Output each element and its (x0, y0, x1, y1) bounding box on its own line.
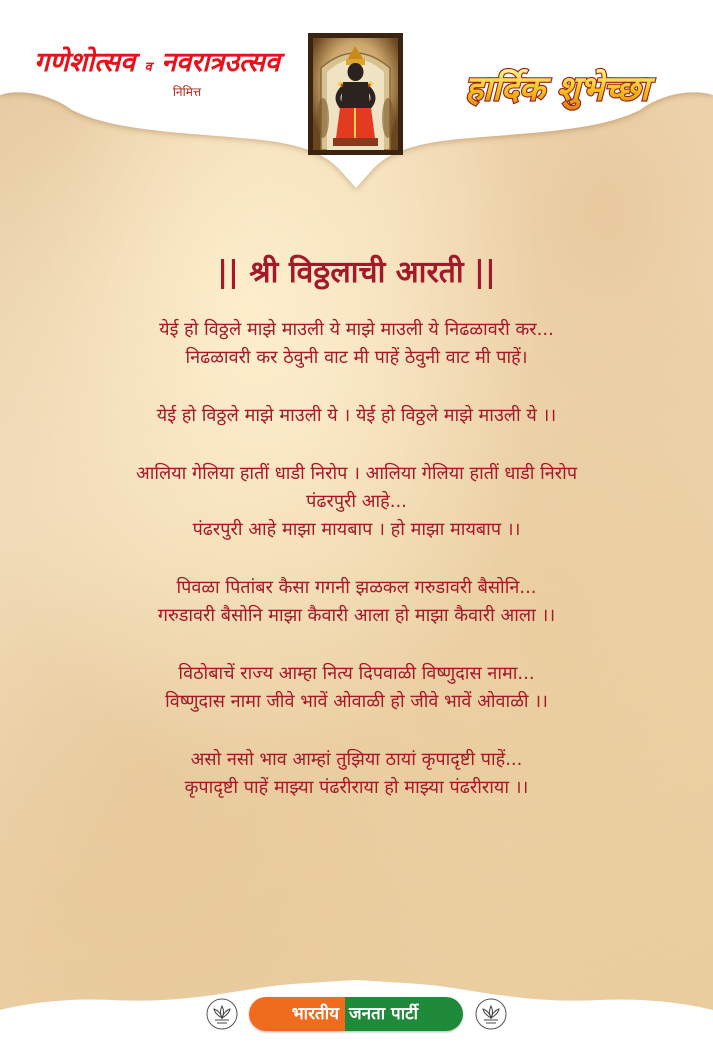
party-name-part-1: भारतीय (249, 997, 345, 1031)
verse-1 (30, 316, 683, 372)
lotus-icon (475, 998, 507, 1030)
verse-line: येई हो विठ्ठले माझे माउली ये माझे माउली ये निढळावरी कर... (159, 319, 554, 340)
festival-title-2: नवरात्रउत्सव (161, 47, 280, 78)
verse-line: पिवळा पितांबर कैसा गगनी झळकल गरुडावरी बैसोनि... (176, 577, 537, 598)
festival-title-1: गणेशोत्सव (34, 47, 136, 78)
verse-line: गरुडावरी बैसोनि माझा कैवारी आला हो माझा कैवारी आला ।। (157, 605, 556, 626)
verse-line: येई हो विठ्ठले माझे माउली ये । येई हो विठ्ठले माझे माउली ये ।। (156, 405, 557, 426)
verse-line: निढळावरी कर ठेवुनी वाट मी पाहें ठेवुनी वाट मी पाहें। (185, 347, 528, 368)
verse-3 (30, 460, 683, 544)
festival-title (22, 48, 292, 99)
verse-line: विष्णुदास नामा जीवे भावें ओवाळी हो जीवे भावें ओवाळी ।। (165, 691, 548, 712)
party-name-badge (249, 997, 463, 1031)
party-name-part-2: जनता पार्टी (345, 997, 463, 1031)
vitthal-deity-photo-icon (313, 38, 398, 150)
verse-line: आलिया गेलिया हातीं धाडी निरोप । आलिया गेलिया हातीं धाडी निरोप (135, 463, 578, 484)
aarti-verses (30, 316, 683, 832)
verse-6 (30, 746, 683, 802)
greeting-banner (455, 58, 660, 116)
occasion-label: निमित्त (172, 84, 202, 99)
verse-line: विठोबाचें राज्य आम्हा नित्य दिपवाळी विष्णुदास नामा... (178, 663, 535, 684)
greeting-text: हार्दिक शुभेच्छा (465, 69, 649, 109)
verse-2-refrain (30, 402, 683, 430)
verse-line: कृपादृष्टी पाहें माझ्या पंढरीराया हो माझ्या पंढरीराया ।। (184, 777, 529, 798)
verse-line: असो नसो भाव आम्हां तुझिया ठायां कृपादृष्टी पाहें... (190, 749, 523, 770)
aarti-title: || श्री विठ्ठलाची आरती || (217, 255, 496, 290)
verse-4 (30, 574, 683, 630)
verse-line: पंढरपुरी आहे माझा मायबाप । हो माझा मायबाप ।। (192, 519, 521, 540)
verse-line: पंढरपुरी आहे... (306, 491, 407, 512)
lotus-icon (206, 998, 238, 1030)
verse-5 (30, 660, 683, 716)
festival-connector: व (144, 60, 152, 75)
vitthal-photo-frame (308, 33, 403, 155)
